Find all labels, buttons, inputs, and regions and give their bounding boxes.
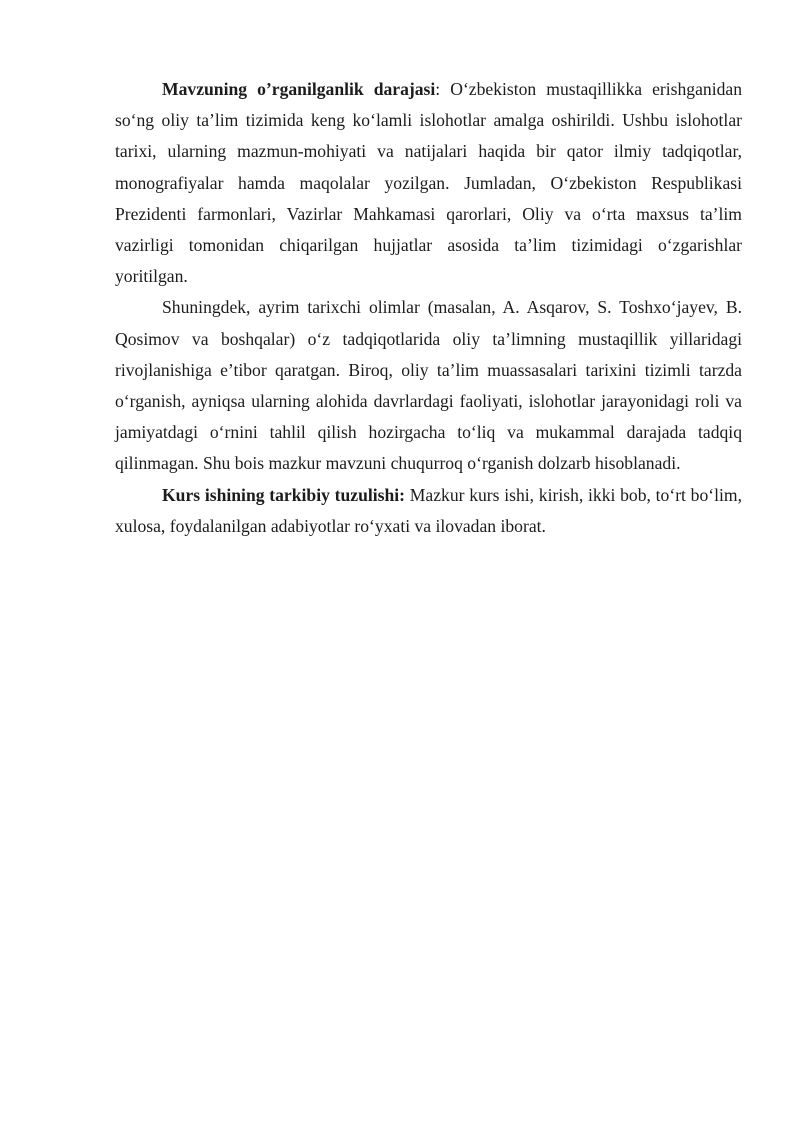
heading-research-degree: Mavzuning o’rganilganlik darajasi: [162, 79, 436, 99]
paragraph-text: Mazkur kurs ishi, kirish, ikki bob, to‘rt bo‘lim, xulosa, foydalanilgan adabiyotlar ro‘yxati va ilovadan iborat.: [115, 484, 742, 536]
heading-separator: :: [435, 79, 441, 99]
paragraph-research-degree: [115, 74, 742, 292]
paragraph-structure: [115, 480, 742, 542]
document-body: [115, 74, 742, 542]
paragraph-scholars: [115, 292, 742, 479]
paragraph-text: O‘zbekiston mustaqillikka erishganidan so‘ng oliy ta’lim tizimida keng ko‘lamli islohotlar amalga oshirildi. Ushbu islohotlar tarixi, ularning mazmun-mohiyati va natijalari haqida bir qator ilmiy tadqiqotlar, monografiyalar hamda maqolalar yozilgan. Jumladan, O‘zbekiston Respublikasi Prezidenti farmonlari, Vazirlar Mahkamasi qarorlari, Oliy va o‘rta maxsus ta’lim vazirligi tomonidan chiqarilgan hujjatlar asosida ta’lim tizimidagi o‘zgarishlar yoritilgan.: [115, 79, 743, 287]
heading-structure: Kurs ishining tarkibiy tuzulishi:: [162, 484, 406, 505]
paragraph-text: Shuningdek, ayrim tarixchi olimlar (masalan, A. Asqarov, S. Toshxo‘jayev, B. Qosimov va boshqalar) o‘z tadqiqotlarida oliy ta’limning mustaqillik yillaridagi rivojlanishiga e’tibor qaratgan. Biroq, oliy ta’lim muassasalari tarixini tizimli tarzda o‘rganish, ayniqsa ularning alohida davrlardagi faoliyati, islohotlar jarayonidagi roli va jamiyatdagi o‘rnini tahlil qilish hozirgacha to‘liq va mukammal darajada tadqiq qilinmagan. Shu bois mazkur mavzuni chuqurroq o‘rganish dolzarb hisoblanadi.: [115, 297, 742, 474]
